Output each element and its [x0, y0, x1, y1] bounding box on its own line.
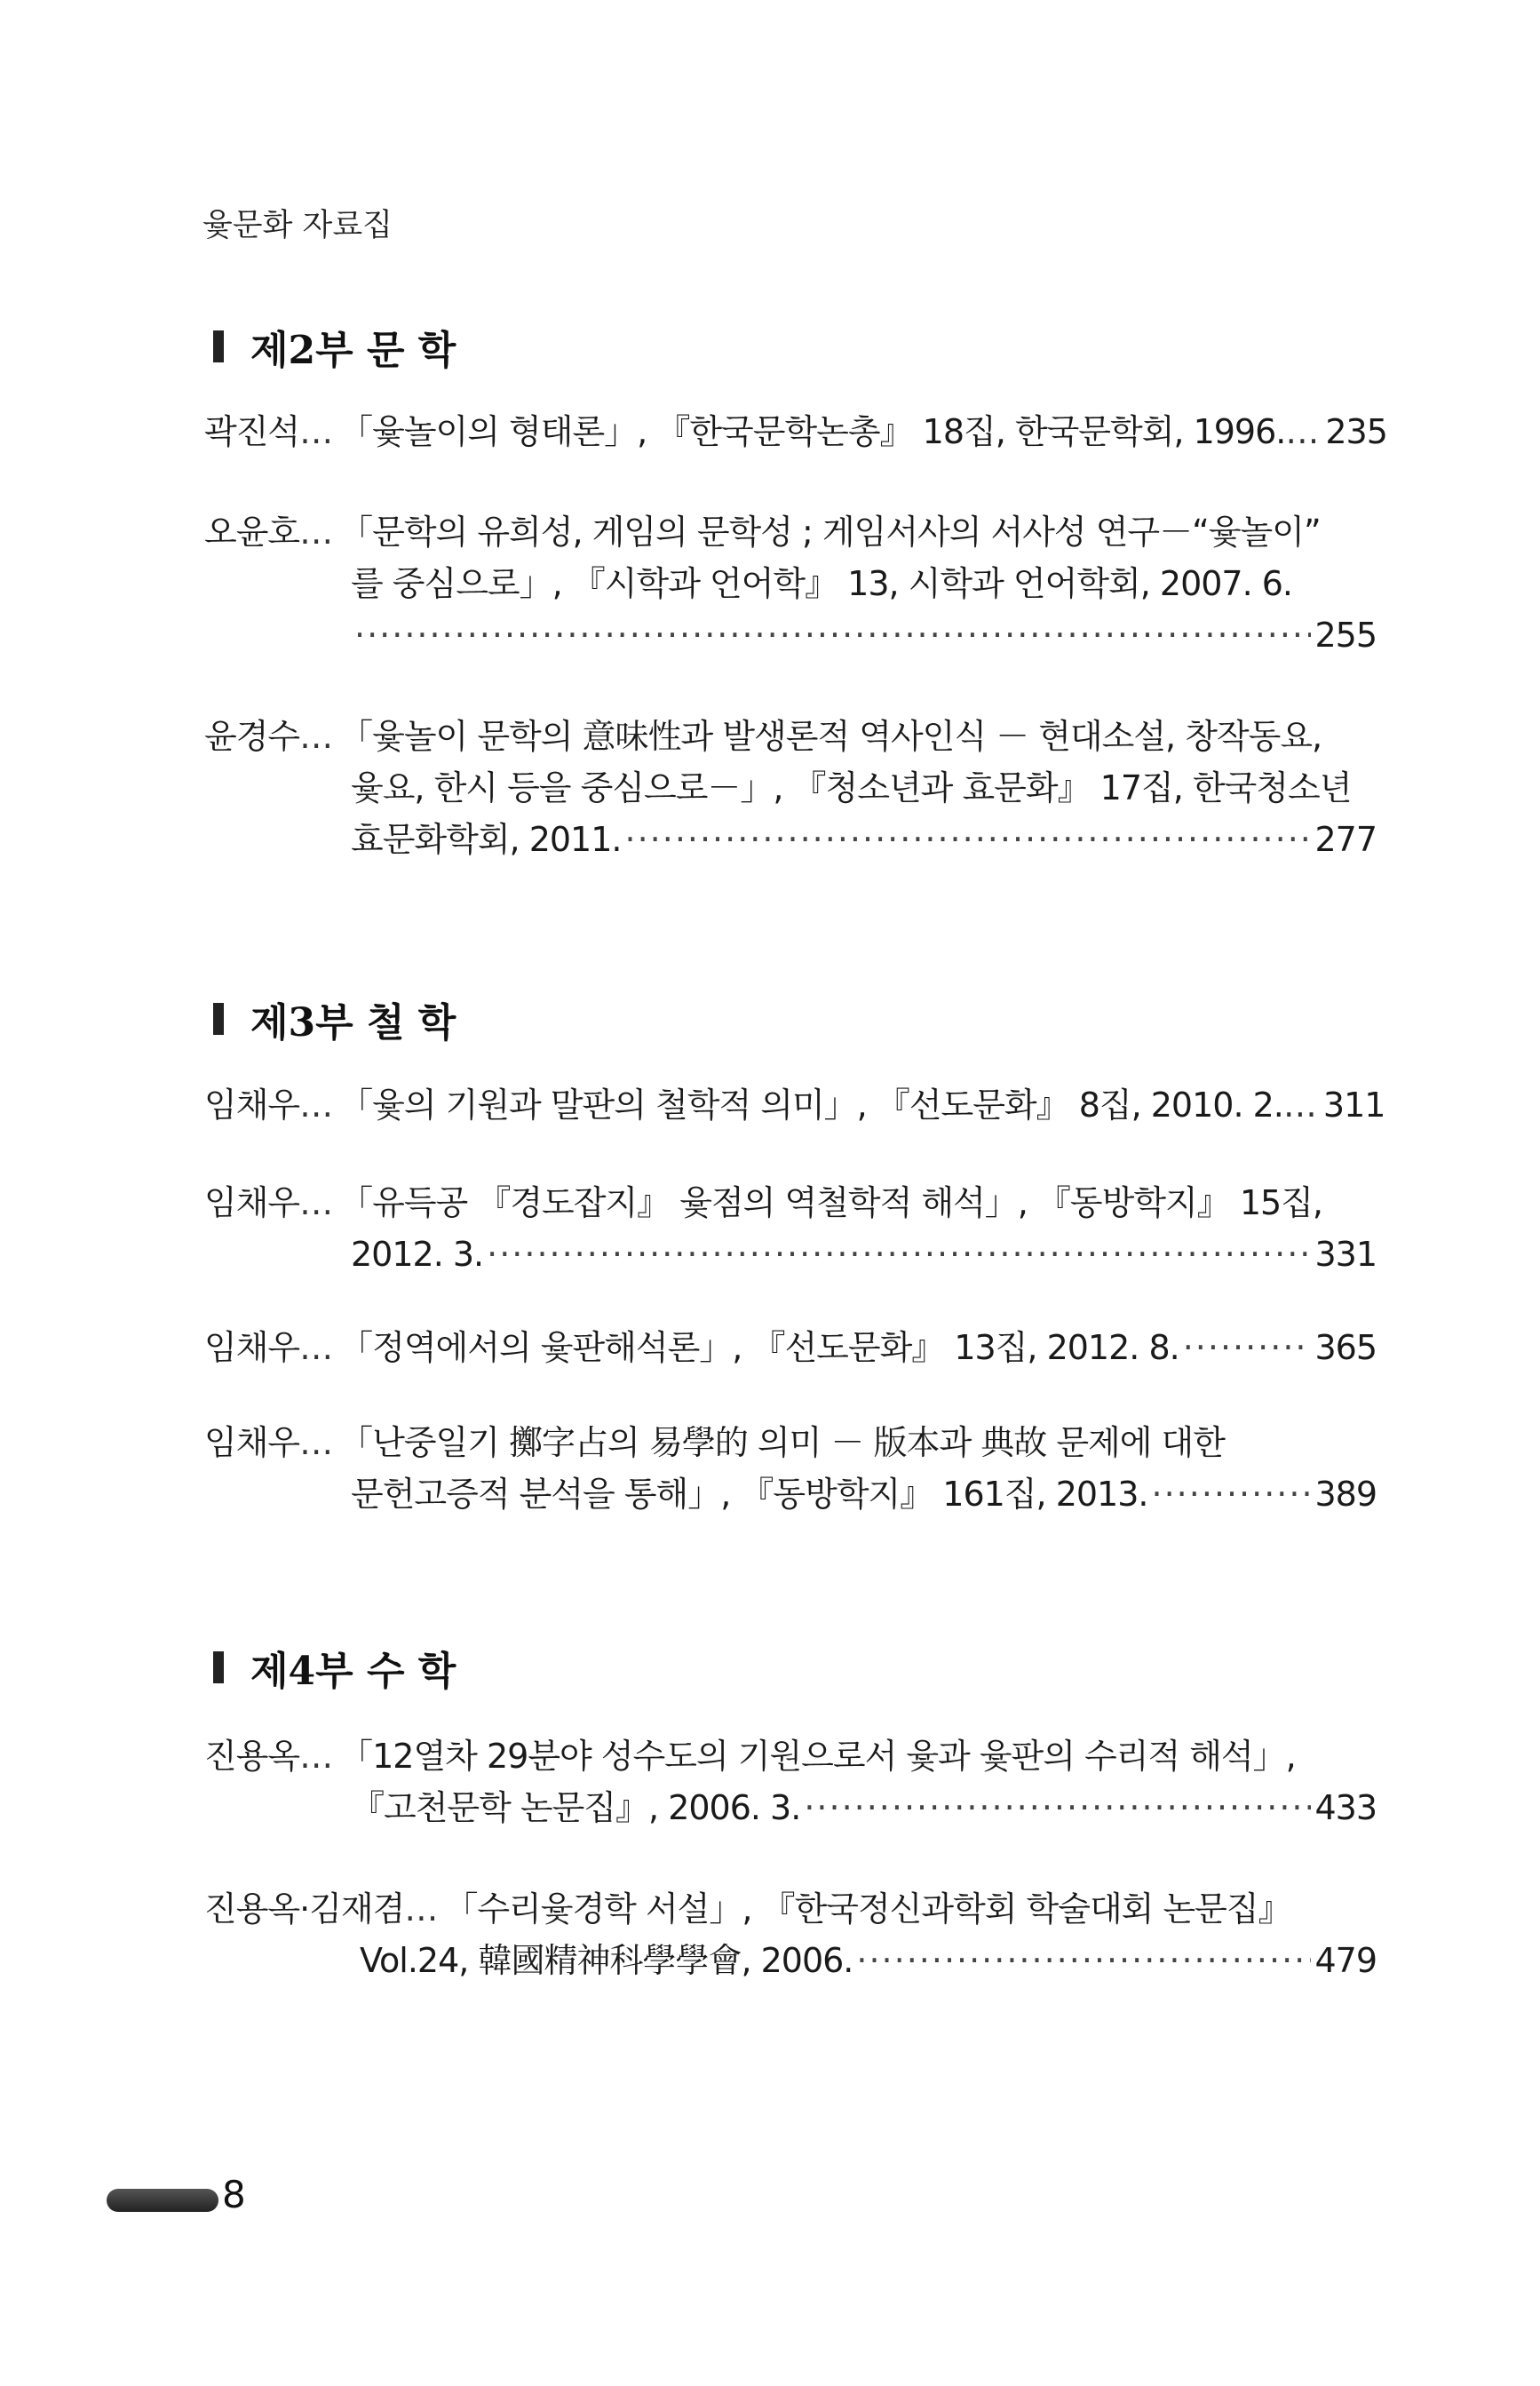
- entry-line: [204, 711, 1377, 762]
- section-heading-literature: [213, 318, 456, 375]
- dot-leader: [856, 1935, 1311, 1986]
- entry-author: 윤경수: [204, 717, 300, 756]
- entry-citation: 「문학의 유희성, 게임의 문학성 ; 게임서사의 서사성 연구－“윷놀이”: [339, 513, 1321, 552]
- page-leader: …: [1285, 412, 1319, 451]
- bibliography-entry: [204, 506, 1377, 661]
- author-leader: …: [299, 1423, 333, 1462]
- bibliography-entry: [204, 1322, 1377, 1373]
- bibliography-entry: [204, 1177, 1377, 1280]
- entry-citation: 「수리윷경학 서설」, 『한국정신과학회 학술대회 논문집』: [444, 1889, 1291, 1929]
- section-heading-philosophy: [213, 990, 456, 1047]
- entry-page-number: 255: [1314, 616, 1377, 655]
- entry-page-number: 389: [1314, 1475, 1377, 1514]
- section-marker-icon: [213, 330, 224, 362]
- entry-line: [204, 609, 1377, 661]
- entry-line: [204, 1417, 1377, 1468]
- section-title: 제2부 문 학: [250, 328, 456, 373]
- entry-line: [204, 1177, 1377, 1229]
- entry-author: 임채우: [204, 1086, 300, 1125]
- entry-line: [204, 814, 1377, 865]
- entry-author: 임채우: [204, 1183, 300, 1222]
- entry-line: [204, 1322, 1377, 1373]
- entry-line: [204, 1229, 1377, 1280]
- author-leader: …: [299, 717, 333, 756]
- section-marker-icon: [213, 1651, 224, 1683]
- author-leader: …: [404, 1889, 438, 1929]
- entry-page-number: 235: [1325, 412, 1387, 451]
- section-title: 제3부 철 학: [250, 1000, 456, 1046]
- entry-page-number: 331: [1314, 1235, 1377, 1274]
- entry-citation: 윷요, 한시 등을 중심으로－」, 『청소년과 효문화』 17집, 한국청소년: [351, 768, 1352, 807]
- section-marker-icon: [213, 1003, 224, 1035]
- entry-line: [204, 506, 1377, 558]
- entry-page-number: 365: [1314, 1328, 1377, 1367]
- dot-leader: [625, 814, 1312, 865]
- entry-citation: 「윷의 기원과 말판의 철학적 의미」, 『선도문화』 8집, 2010. 2.: [339, 1086, 1283, 1125]
- bibliography-entry: [204, 406, 1387, 457]
- entry-citation: 「정역에서의 윷판해석론」, 『선도문화』 13집, 2012. 8.: [339, 1328, 1179, 1367]
- entry-author: 임채우: [204, 1328, 300, 1367]
- entry-line: [204, 1079, 1385, 1131]
- entry-citation: 「윷놀이의 형태론」, 『한국문학논총』 18집, 한국문학회, 1996.: [339, 412, 1286, 451]
- entry-page-number: 311: [1322, 1086, 1385, 1125]
- entry-line: [204, 762, 1377, 814]
- author-leader: …: [299, 1737, 333, 1776]
- entry-page-number: 277: [1314, 820, 1377, 859]
- entry-citation: 효문화학회, 2011.: [351, 820, 622, 859]
- entry-citation: 2012. 3.: [351, 1235, 484, 1274]
- entry-citation: 「난중일기 擲字占의 易學的 의미 － 版本과 典故 문제에 대한: [339, 1423, 1225, 1462]
- bibliography-entry: [204, 1079, 1385, 1131]
- entry-line: [204, 406, 1387, 457]
- entry-author: 진용옥: [204, 1737, 300, 1776]
- dot-leader: [1152, 1468, 1312, 1520]
- bibliography-entry: [204, 1417, 1377, 1520]
- section-heading-mathematics: [213, 1639, 456, 1696]
- bibliography-entry: [204, 1883, 1377, 1986]
- author-leader: …: [299, 1183, 333, 1222]
- entry-line: [204, 1935, 1377, 1986]
- section-title: 제4부 수 학: [250, 1649, 456, 1694]
- entry-line: [204, 558, 1377, 609]
- entry-author: 곽진석: [204, 412, 300, 451]
- page-leader: …: [1282, 1086, 1316, 1125]
- footer-tab-icon: [107, 2189, 218, 2212]
- entry-citation: 문헌고증적 분석을 통해」, 『동방학지』 161집, 2013.: [351, 1475, 1148, 1514]
- entry-citation: 「12열차 29분야 성수도의 기원으로서 윷과 윷판의 수리적 해석」,: [339, 1737, 1296, 1776]
- bibliography-entry: [204, 1730, 1377, 1833]
- entry-citation: 『고천문학 논문집』, 2006. 3.: [351, 1788, 801, 1827]
- entry-page-number: 479: [1314, 1941, 1377, 1980]
- author-leader: …: [299, 412, 333, 451]
- entry-citation: 를 중심으로」, 『시학과 언어학』 13, 시학과 언어학회, 2007. 6.: [351, 564, 1293, 603]
- entry-author: 오윤호: [204, 513, 300, 552]
- entry-citation: Vol.24, 韓國精神科學學會, 2006.: [360, 1941, 853, 1980]
- dot-leader: [354, 609, 1311, 661]
- dot-leader: [487, 1229, 1311, 1280]
- entry-author: 진용옥·김재겸: [204, 1889, 405, 1929]
- entry-line: [204, 1730, 1377, 1782]
- author-leader: …: [299, 513, 333, 552]
- entry-author: 임채우: [204, 1423, 300, 1462]
- entry-citation: 「윷놀이 문학의 意味性과 발생론적 역사인식 － 현대소설, 창작동요,: [339, 717, 1322, 756]
- entry-line: [204, 1782, 1377, 1833]
- dot-leader: [804, 1782, 1311, 1833]
- dot-leader: [1183, 1322, 1312, 1373]
- author-leader: …: [299, 1328, 333, 1367]
- entry-line: [204, 1468, 1377, 1520]
- running-header: 윷문화 자료집: [202, 208, 393, 243]
- entry-line: [204, 1883, 1377, 1935]
- author-leader: …: [299, 1086, 333, 1125]
- entry-page-number: 433: [1314, 1788, 1377, 1827]
- entry-citation: 「유득공 『경도잡지』 윷점의 역철학적 해석」, 『동방학지』 15집,: [339, 1183, 1322, 1222]
- page-number: 8: [222, 2173, 246, 2216]
- bibliography-entry: [204, 711, 1377, 865]
